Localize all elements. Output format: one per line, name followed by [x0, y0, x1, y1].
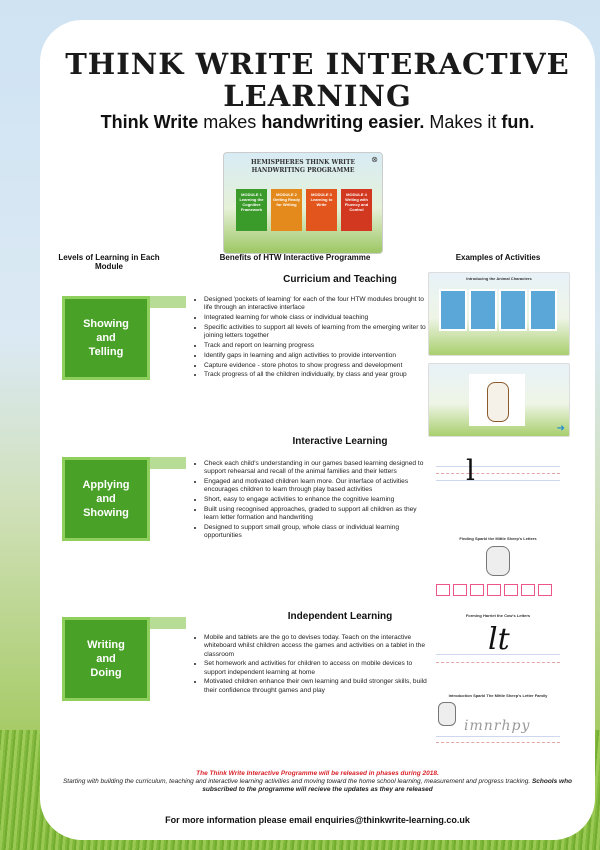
benefit-list: • Check each child's understanding in our games based learning designed to support rehearsal and recall of the animal families and their letters • Engaged and motivated children learn more. Our interface of activities encourages children to learn through play based activities • Short, easy to engage activities to enhance the cognitive learning • Built using recognised approaches, graded to support all children as they learn letter formation and handwriting • Designed to support small group, whole class or individual learning opportunities [190, 460, 429, 542]
section-heading: Curricium and Teaching [283, 274, 397, 285]
activity-image-finding-letters: Finding Sparkl the Mittle Sheep's Letters [428, 530, 568, 608]
benefit-list: • Designed 'pockets of learning' for each of the four HTW modules brought to life through an interactive interface • Integrated learning for whole class or individual teaching • Specific activities to support all levels of learning from the emerging writer to joining letters together • Track and report on learning progress • Identify gaps in learning and align activities to provide intervention • Capture evidence - store photos to show progress and development • Track progress of all the children individually, by class and year group [190, 296, 429, 381]
level-box-applying-showing: Applying and Showing [62, 457, 150, 541]
section-heading: Interactive Learning [292, 436, 388, 447]
page-title: THINK WRITE INTERACTIVE LEARNING [65, 47, 570, 113]
module-tiles [236, 189, 372, 231]
activity-image-cow [428, 363, 570, 437]
module-tile: MODULE 1 Learning the Cognitive Framework [236, 189, 267, 231]
column-header-levels: Levels of Learning in Each Module [58, 253, 160, 271]
letter-l-trace: l [466, 454, 475, 487]
close-icon: ⊗ [371, 155, 378, 164]
level-box-writing-doing: Writing and Doing [62, 617, 150, 701]
activity-image-animal-characters: Introducing the Animal Characters [428, 272, 570, 356]
sheep-icon [438, 702, 456, 726]
contact-line: For more information please email enquiries@thinkwrite-learning.co.uk [165, 815, 470, 825]
tagline: Think Write makes handwriting easier. Makes it fun. [100, 112, 535, 132]
module-tile: MODULE 4 Writing with Fluency and Control [341, 189, 372, 231]
section-heading: Independent Learning [287, 611, 393, 622]
module-tile: MODULE 2 Getting Ready for Writing [271, 189, 302, 231]
column-header-benefits: Benefits of HTW Interactive Programme [219, 253, 371, 262]
module-tile: MODULE 3 Learning to Write [306, 189, 337, 231]
activity-image-forming-letters: Forming Harriet the Cow's Letters lt [428, 610, 568, 682]
level-box-showing-telling: Showing and Telling [62, 296, 150, 380]
sheep-icon [486, 546, 510, 576]
activity-image-letter-tracing [428, 442, 568, 522]
arrow-right-icon: ➜ [556, 423, 565, 434]
release-note: The Think Write Interactive Programme will be released in phases during 2018. Starting with building the curriculum, teaching and interactive learning activities and moving toward the home school learning, measurement and progress tracking. Schools who subscribed to the programme will recieve the updates as they are released [62, 770, 573, 793]
activity-image-letter-family: Introduction Sparkl The Mittle Sheep's Letter Family imnrhpy [428, 690, 568, 762]
benefit-list: • Mobile and tablets are the go to devises today. Teach on the interactive whiteboard whilst children access the games and activities on a tablet in the classroom • Set homework and activities for children to access on mobile devices to support independent learning at home • Motivated children enhance their own learning and build stronger skills, build their confidence throught games and play [190, 634, 429, 697]
column-header-examples: Examples of Activities [455, 253, 541, 262]
cow-icon [487, 382, 509, 422]
programme-banner-image: ⊗ HEMISPHERES THINK WRITE HANDWRITING PROGRAMME MODULE 1 Learning the Cognitive Framework MODULE 2 Getting Ready for Writing MODULE 3 Learning to Write MODULE 4 Writing with Fluency and Control [223, 152, 383, 254]
poster-card [40, 20, 595, 840]
